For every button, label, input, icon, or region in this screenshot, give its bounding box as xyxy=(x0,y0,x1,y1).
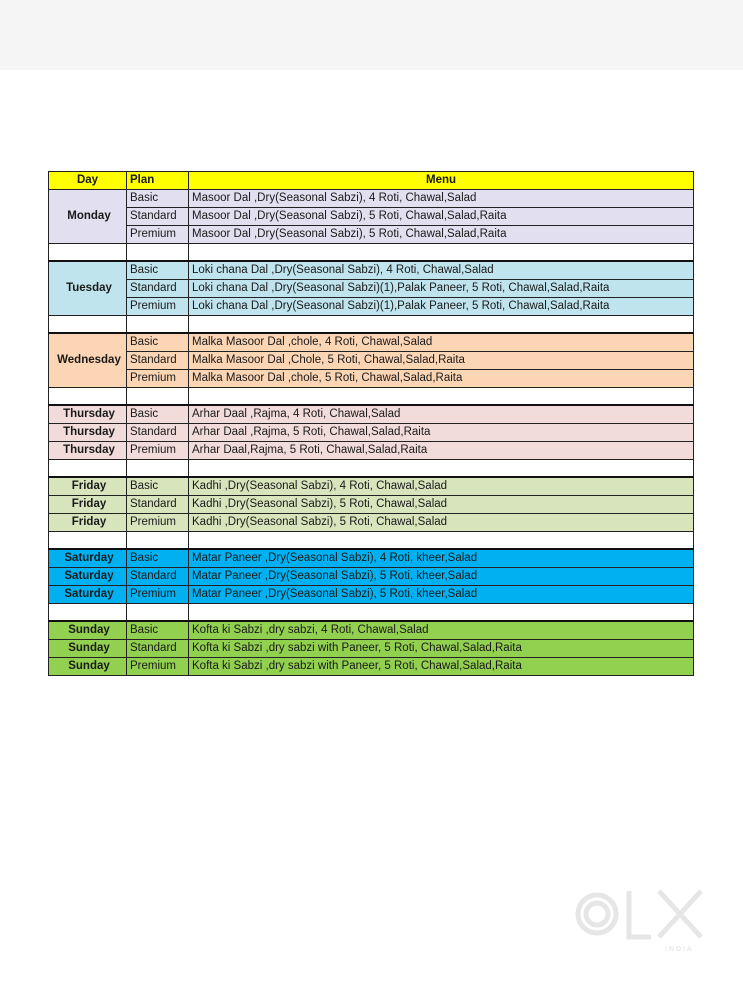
menu-cell: Loki chana Dal ,Dry(Seasonal Sabzi), 4 Roti, Chawal,Salad xyxy=(189,261,694,280)
olx-watermark xyxy=(573,885,708,955)
menu-cell: Kadhi ,Dry(Seasonal Sabzi), 4 Roti, Chawal,Salad xyxy=(189,477,694,496)
plan-cell: Premium xyxy=(127,442,189,460)
header-plan: Plan xyxy=(127,172,189,190)
table-row xyxy=(49,586,694,604)
table-row xyxy=(49,333,694,352)
table-row xyxy=(49,405,694,424)
plan-cell: Standard xyxy=(127,496,189,514)
day-cell: Friday xyxy=(49,514,127,532)
day-cell: Tuesday xyxy=(49,261,127,316)
day-cell: Saturday xyxy=(49,586,127,604)
table-row xyxy=(49,477,694,496)
table-row xyxy=(49,568,694,586)
menu-cell: Loki chana Dal ,Dry(Seasonal Sabzi)(1),Palak Paneer, 5 Roti, Chawal,Salad,Raita xyxy=(189,298,694,316)
day-cell: Sunday xyxy=(49,658,127,676)
separator-row xyxy=(49,316,694,334)
menu-cell: Matar Paneer ,Dry(Seasonal Sabzi), 5 Roti, kheer,Salad xyxy=(189,568,694,586)
plan-cell: Basic xyxy=(127,333,189,352)
table-row xyxy=(49,190,694,208)
menu-cell: Kofta ki Sabzi ,dry sabzi with Paneer, 5 Roti, Chawal,Salad,Raita xyxy=(189,658,694,676)
plan-cell: Premium xyxy=(127,514,189,532)
table-row xyxy=(49,261,694,280)
table-row xyxy=(49,621,694,640)
menu-cell: Kadhi ,Dry(Seasonal Sabzi), 5 Roti, Chawal,Salad xyxy=(189,496,694,514)
plan-cell: Standard xyxy=(127,640,189,658)
table-row xyxy=(49,424,694,442)
menu-sheet xyxy=(48,171,693,676)
menu-cell: Masoor Dal ,Dry(Seasonal Sabzi), 5 Roti, Chawal,Salad,Raita xyxy=(189,208,694,226)
separator-row xyxy=(49,532,694,550)
menu-cell: Kofta ki Sabzi ,dry sabzi with Paneer, 5 Roti, Chawal,Salad,Raita xyxy=(189,640,694,658)
plan-cell: Standard xyxy=(127,280,189,298)
table-row xyxy=(49,208,694,226)
table-row xyxy=(49,640,694,658)
menu-cell: Kofta ki Sabzi ,dry sabzi, 4 Roti, Chawal,Salad xyxy=(189,621,694,640)
table-row xyxy=(49,549,694,568)
olx-logo-icon xyxy=(573,885,708,955)
menu-cell: Kadhi ,Dry(Seasonal Sabzi), 5 Roti, Chawal,Salad xyxy=(189,514,694,532)
plan-cell: Basic xyxy=(127,190,189,208)
top-bar xyxy=(0,0,743,70)
day-cell: Thursday xyxy=(49,405,127,424)
day-cell: Thursday xyxy=(49,442,127,460)
header-day: Day xyxy=(49,172,127,190)
separator-row xyxy=(49,244,694,262)
menu-cell: Arhar Daal ,Rajma, 4 Roti, Chawal,Salad xyxy=(189,405,694,424)
menu-cell: Arhar Daal ,Rajma, 5 Roti, Chawal,Salad,Raita xyxy=(189,424,694,442)
table-row xyxy=(49,280,694,298)
plan-cell: Basic xyxy=(127,621,189,640)
table-row xyxy=(49,352,694,370)
plan-cell: Premium xyxy=(127,226,189,244)
day-cell: Sunday xyxy=(49,621,127,640)
day-cell: Friday xyxy=(49,496,127,514)
plan-cell: Basic xyxy=(127,261,189,280)
menu-cell: Masoor Dal ,Dry(Seasonal Sabzi), 4 Roti, Chawal,Salad xyxy=(189,190,694,208)
table-row xyxy=(49,370,694,388)
table-row xyxy=(49,442,694,460)
menu-cell: Malka Masoor Dal ,chole, 4 Roti, Chawal,Salad xyxy=(189,333,694,352)
table-row xyxy=(49,658,694,676)
meal-plan-table xyxy=(48,171,694,676)
separator-row xyxy=(49,604,694,622)
plan-cell: Standard xyxy=(127,208,189,226)
plan-cell: Premium xyxy=(127,586,189,604)
table-row xyxy=(49,514,694,532)
day-cell: Sunday xyxy=(49,640,127,658)
table-row xyxy=(49,298,694,316)
menu-cell: Matar Paneer ,Dry(Seasonal Sabzi), 4 Roti, kheer,Salad xyxy=(189,549,694,568)
table-header-row xyxy=(49,172,694,190)
separator-row xyxy=(49,460,694,478)
plan-cell: Premium xyxy=(127,370,189,388)
plan-cell: Basic xyxy=(127,477,189,496)
menu-cell: Matar Paneer ,Dry(Seasonal Sabzi), 5 Roti, kheer,Salad xyxy=(189,586,694,604)
plan-cell: Premium xyxy=(127,298,189,316)
header-menu: Menu xyxy=(189,172,694,190)
table-row xyxy=(49,496,694,514)
watermark-sub: INDIA xyxy=(665,946,694,953)
day-cell: Thursday xyxy=(49,424,127,442)
menu-cell: Malka Masoor Dal ,Chole, 5 Roti, Chawal,Salad,Raita xyxy=(189,352,694,370)
plan-cell: Basic xyxy=(127,405,189,424)
table-row xyxy=(49,226,694,244)
menu-cell: Masoor Dal ,Dry(Seasonal Sabzi), 5 Roti, Chawal,Salad,Raita xyxy=(189,226,694,244)
plan-cell: Standard xyxy=(127,352,189,370)
day-cell: Friday xyxy=(49,477,127,496)
separator-row xyxy=(49,388,694,406)
day-cell: Wednesday xyxy=(49,333,127,388)
plan-cell: Standard xyxy=(127,568,189,586)
plan-cell: Premium xyxy=(127,658,189,676)
day-cell: Saturday xyxy=(49,568,127,586)
menu-cell: Arhar Daal,Rajma, 5 Roti, Chawal,Salad,Raita xyxy=(189,442,694,460)
plan-cell: Standard xyxy=(127,424,189,442)
menu-cell: Malka Masoor Dal ,chole, 5 Roti, Chawal,Salad,Raita xyxy=(189,370,694,388)
menu-cell: Loki chana Dal ,Dry(Seasonal Sabzi)(1),Palak Paneer, 5 Roti, Chawal,Salad,Raita xyxy=(189,280,694,298)
day-cell: Monday xyxy=(49,190,127,244)
day-cell: Saturday xyxy=(49,549,127,568)
plan-cell: Basic xyxy=(127,549,189,568)
